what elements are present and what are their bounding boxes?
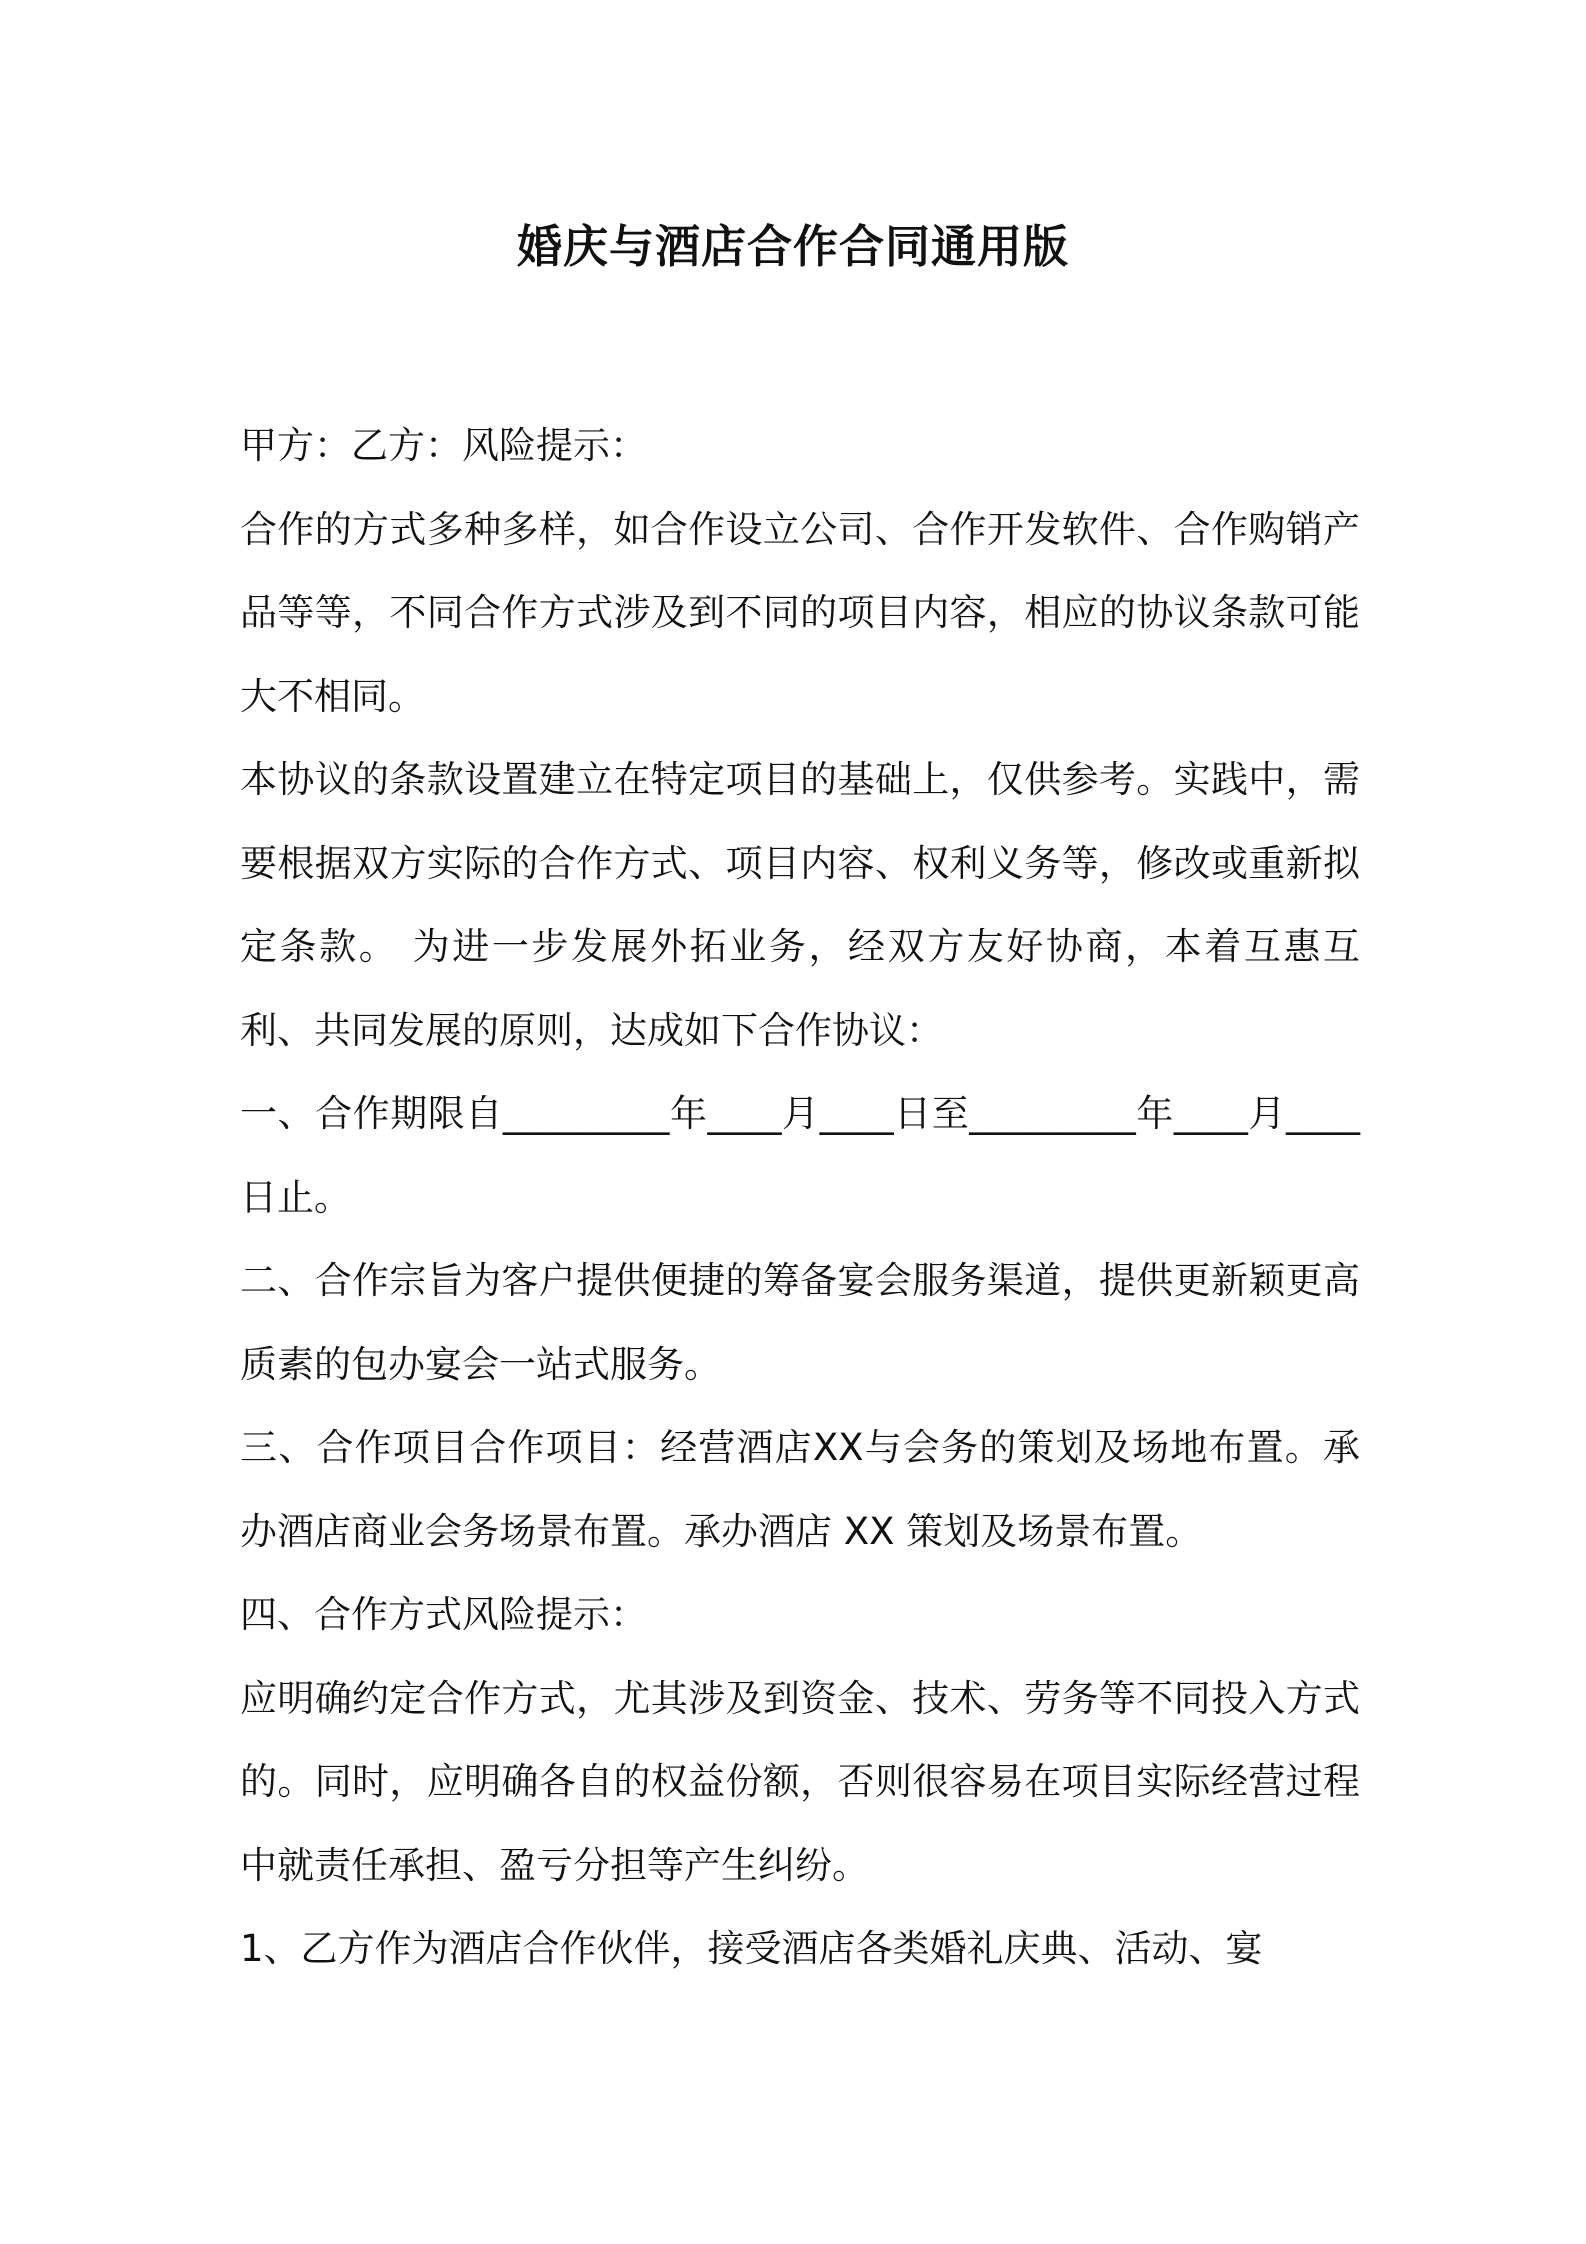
paragraph-agreement-basis: 本协议的条款设置建立在特定项目的基础上，仅供参考。实践中，需要根据双方实际的合作方式、项目内容、权利义务等，修改或重新拟定条款。 为进一步发展外拓业务，经双方友好协商，本着互惠互利、共同发展的原则，达成如下合作协议： [240,758,1360,1052]
clause-4-item-1: 1、乙方作为酒店合作伙伴，接受酒店各类婚礼庆典、活动、宴 [240,1927,1263,1970]
document-body [240,404,1360,1991]
paragraph-cooperation-methods: 合作的方式多种多样，如合作设立公司、合作开发软件、合作购销产品等等，不同合作方式涉及到不同的项目内容，相应的协议条款可能大不相同。 [240,507,1360,718]
document-title: 婚庆与酒店合作合同通用版 [516,220,1069,273]
clause-4-risk-note: 应明确约定合作方式，尤其涉及到资金、技术、劳务等不同投入方式的。同时，应明确各自的权益份额，否则很容易在项目实际经营过程中就责任承担、盈亏分担等产生纠纷。 [240,1676,1360,1887]
clause-1-term: 一、合作期限自_________年____月____日至_________年____月____日止。 [240,1092,1360,1219]
clause-3-projects: 三、合作项目合作项目：经营酒店XX与会务的策划及场地布置。承办酒店商业会务场景布置。承办酒店 XX 策划及场景布置。 [240,1426,1360,1553]
clause-2-purpose: 二、合作宗旨为客户提供便捷的筹备宴会服务渠道，提供更新颖更高质素的包办宴会一站式服务。 [240,1259,1360,1386]
clause-4-heading: 四、合作方式风险提示： [240,1593,647,1636]
parties-line: 甲方：乙方：风险提示： [240,424,647,467]
